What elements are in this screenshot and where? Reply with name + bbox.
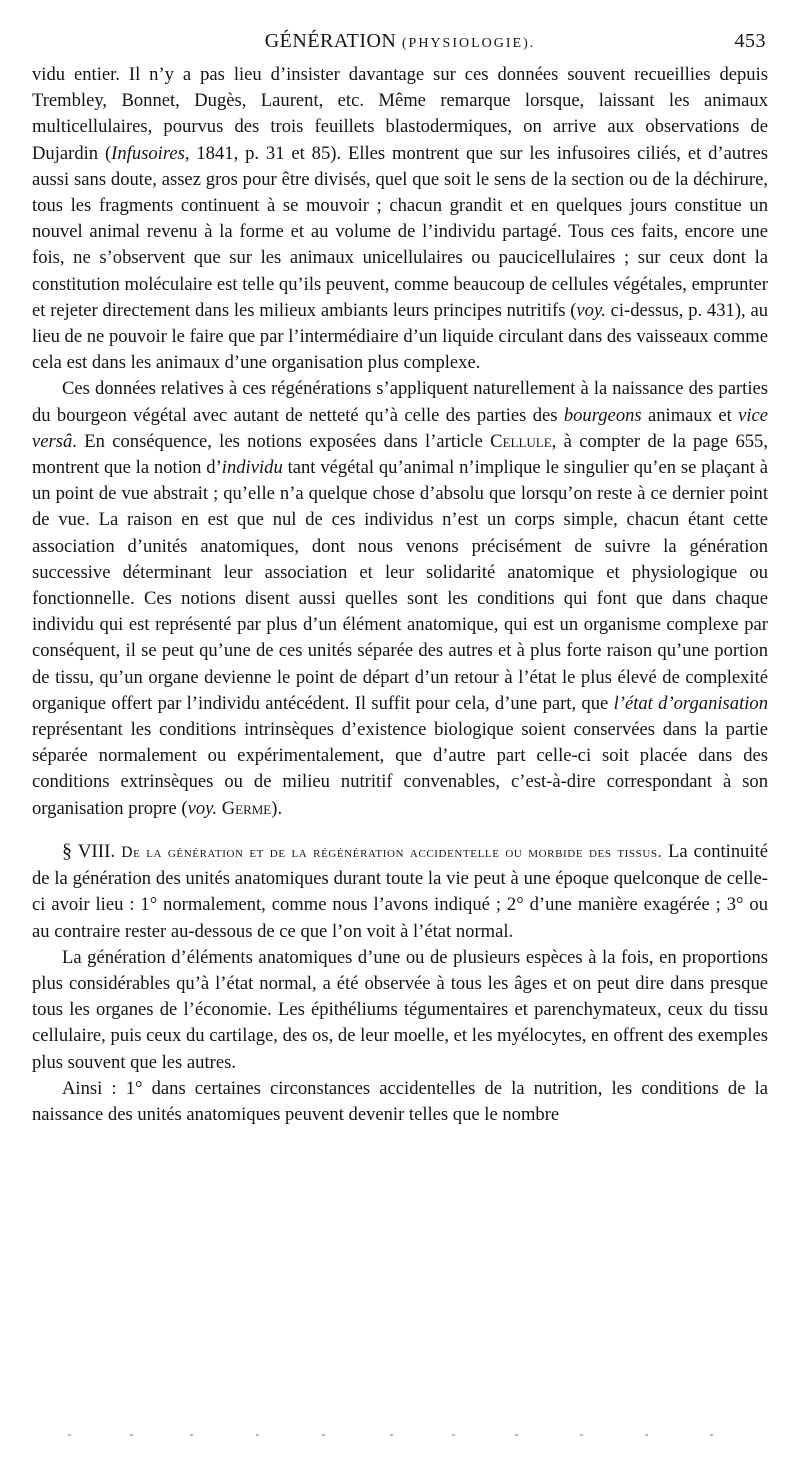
text-run: La continuité de la génération des unités anatomiques durant toute la vie peut à une époque quelconque de celle-ci avoir lieu : 1° normalement, comme nous l’avons indiqué ; 2° d’une manière exagérée ; 3° ou au contraire rester au-dessous de ce que l’on voit à l’état normal. bbox=[32, 840, 769, 942]
text-run: tant végétal qu’animal n’implique le singulier qu’en se plaçant à un point de vue abstrait ; qu’elle n’a quelque chose d’absolu que lorsqu’on reste à ce dernier point de vue. La raison en est que nul de ces individus n’est un corps simple, chacun étant cette association d’unités anatomiques, dont nous venons précisément de suivre la génération successive déterminant leur association et leur solidarité anatomique et physiologique ou fonctionnelle. Ces notions disent aussi quelles sont les conditions qui font que dans chaque individu qui est représenté par plus d’un élément anatomique, qui est un organisme complexe par conséquent, il se peut qu’une de ces unités séparée des autres et à plus forte raison qu’une portion de tissu, qu’un organe devienne le point de départ d’un retour à l’état le plus élevé de complexité organique offert par l’individu antécédent. Il suffit pour cela, d’une part, que bbox=[32, 457, 768, 714]
section-paragraph bbox=[32, 838, 768, 945]
text-run: Ces données relatives à ces régénérations s’appliquent naturellement à la naissance des parties du bourgeon végétal avec autant de netteté qu’à celle des parties des bbox=[32, 378, 768, 426]
paragraph bbox=[32, 376, 768, 821]
section-number: VIII. bbox=[72, 840, 122, 862]
text-run: vidu entier. Il n’y a pas lieu d’insister davantage sur ces données souvent recueillies depuis Trembley, Bonnet, Dugès, Laurent, etc. Même remarque lorsque, laissant les animaux multicellulaires, pourvus des trois feuillets blastodermiques, on arrive aux observations de Dujardin ( bbox=[32, 64, 768, 164]
text-run: animaux et bbox=[641, 404, 739, 426]
text-run: Ainsi : 1° dans certaines circonstances accidentelles de la nutrition, les conditions de la naissance des unités anatomiques peuvent devenir telles que le nombre bbox=[32, 1077, 768, 1125]
small-caps-span: Germe bbox=[221, 797, 272, 819]
running-head-title-group bbox=[32, 30, 768, 53]
text-run: La génération d’éléments anatomiques d’une ou de plusieurs espèces à la fois, en proportions plus considérables qu’à l’état normal, a été observée à tous les âges et on peut dire dans presque tous les organes de l’économie. Les épithéliums tégumentaires et parenchymateux, ceux du tissu cellulaire, puis ceux du cartilage, des os, de leur moelle, et les myélocytes, en offrent des exemples plus souvent que les autres. bbox=[32, 946, 768, 1073]
italic-span: vice versâ bbox=[32, 404, 768, 452]
text-run: , 1841, p. 31 et 85). Elles montrent que sur les infusoires ciliés, et d’autres aussi sans doute, assez gros pour être divisés, quel que soit le sens de la section ou de la déchirure, tous les fragments continuent à se mouvoir ; chacun grandit et en quelques jours constitue un nouvel animal revenu à la forme et au volume de l’individu partagé. Tous ces faits, encore une fois, ne s’observent que sur les animaux unicellulaires ou paucicellulaires ; sur ceux dont la constitution moléculaire est telle qu’ils peuvent, comme beaucoup de cellules végétales, emprunter et rejeter directement dans les milieux ambiants leurs principes nutritifs ( bbox=[32, 142, 769, 321]
text-run: ci-dessus, p. 431), au lieu de ne pouvoir le faire que par l’intermédiaire d’un liquide circulant dans des vaisseaux comme cela est dans les animaux d’une organisation plus complexe. bbox=[32, 299, 768, 374]
scan-specks bbox=[60, 1430, 740, 1440]
italic-span: individu bbox=[221, 457, 283, 479]
page-number: 453 bbox=[734, 30, 766, 52]
paragraph bbox=[32, 62, 768, 376]
section-heading: De la génération et de la régénération accidentelle ou morbide des tissus. bbox=[121, 843, 663, 861]
small-caps-span: Cellule bbox=[490, 430, 552, 452]
text-run: , à compter de la page 655, montrent que la notion d’ bbox=[32, 430, 768, 479]
italic-span: voy. bbox=[187, 797, 218, 819]
text-run: . En conséquence, les notions exposées dans l’article bbox=[72, 430, 491, 452]
running-head bbox=[32, 30, 768, 56]
paragraph bbox=[32, 945, 768, 1076]
italic-span: l’état d’organisation bbox=[613, 692, 768, 714]
text-run: représentant les conditions intrinsèques d’existence biologique soient conservées dans la partie séparée normalement ou expérimentalement, que d’autre part celle-ci soit placée dans des conditions extrinsèques ou de milieu nutritif convenables, c’est-à-dire correspondant à son organisation propre ( bbox=[32, 719, 768, 819]
paragraph bbox=[32, 1076, 768, 1128]
running-head-subtitle: (PHYSIOLOGIE). bbox=[401, 36, 536, 51]
section-sign: § bbox=[62, 839, 72, 862]
running-head-title: GÉNÉRATION bbox=[264, 30, 397, 52]
text-run: ). bbox=[271, 797, 283, 819]
body-text bbox=[32, 62, 768, 1128]
italic-span: voy. bbox=[576, 299, 606, 321]
italic-span: Infusoires bbox=[111, 142, 185, 164]
italic-span: bourgeons bbox=[563, 404, 642, 426]
